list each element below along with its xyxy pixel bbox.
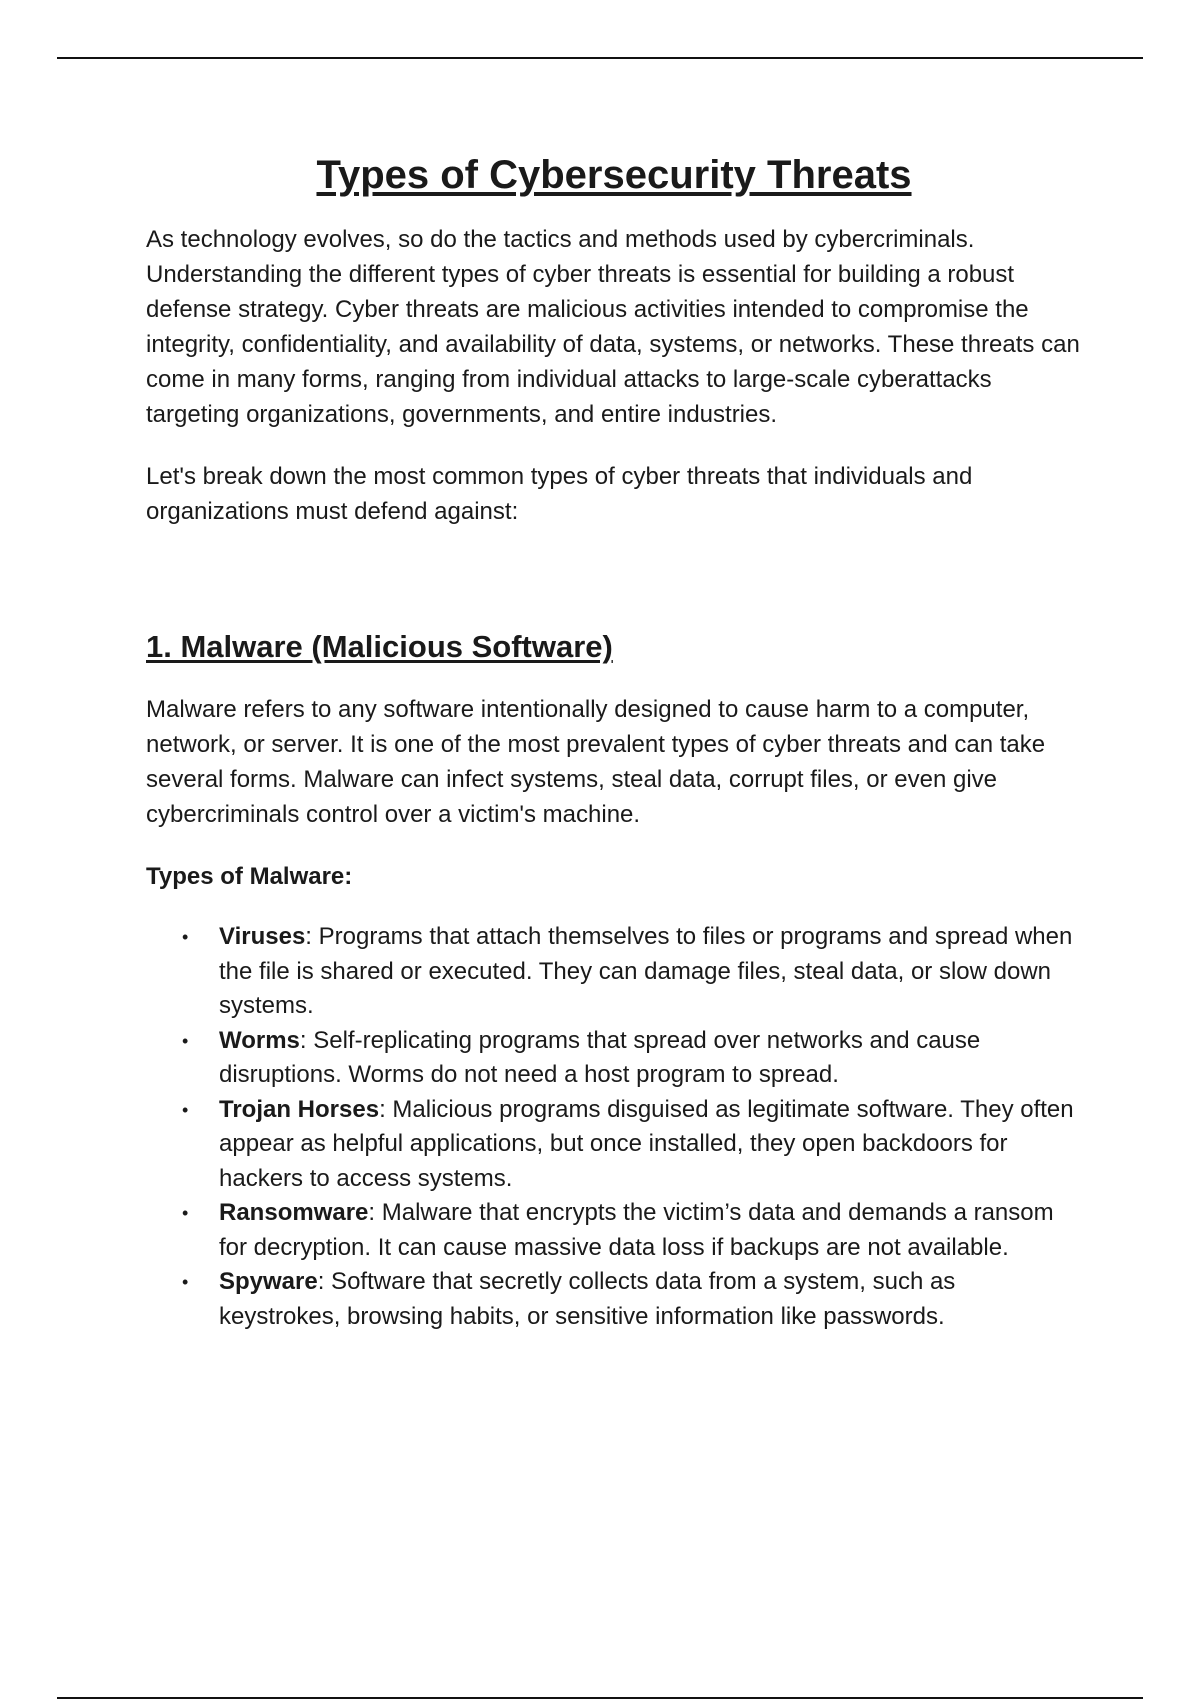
list-item (146, 1196, 1082, 1265)
list-item-description: : Self-replicating programs that spread over networks and cause disruptions. Worms do not need a host program to spread. (219, 1026, 981, 1088)
list-item-term: Worms (219, 1026, 300, 1054)
bullet-icon: • (182, 1272, 189, 1292)
section-heading-malware: 1. Malware (Malicious Software) (146, 629, 613, 664)
bullet-icon: • (182, 1030, 189, 1051)
list-item-term: Spyware (219, 1268, 318, 1295)
top-rule (57, 57, 1143, 59)
list-item-term: Trojan Horses (219, 1095, 380, 1123)
list-item-term: Ransomware (219, 1199, 369, 1226)
document-title: Types of Cybersecurity Threats (316, 153, 912, 197)
list-item (146, 1093, 1082, 1197)
list-item-description: : Software that secretly collects data from a system, such as keystrokes, browsing habits, or sensitive information like passwords. (219, 1268, 956, 1330)
list-item (146, 1024, 1082, 1093)
malware-description: Malware refers to any software intentionally designed to cause harm to a computer, network, or server. It is one of the most prevalent types of cyber threats and can take several forms. Malware can infect systems, steal data, corrupt files, or even give cybercriminals control over a victim's machine. (146, 696, 1046, 828)
types-of-malware-subheading: Types of Malware: (146, 863, 353, 890)
list-item (146, 920, 1082, 1024)
list-item-description: : Malicious programs disguised as legitimate software. They often appear as helpful applications, but once installed, they open backdoors for hackers to access systems. (219, 1095, 1074, 1192)
bullet-icon: • (182, 927, 189, 947)
list-item-description: : Programs that attach themselves to files or programs and spread when the file is shared or executed. They can damage files, steal data, or slow down systems. (219, 923, 1073, 1019)
lead-paragraph: Let's break down the most common types of cyber threats that individuals and organizations must defend against: (146, 463, 973, 525)
malware-types-list (146, 920, 1082, 1334)
bullet-icon: • (182, 1203, 189, 1223)
document-body (146, 146, 1082, 1334)
intro-paragraph: As technology evolves, so do the tactics and methods used by cybercriminals. Understanding the different types of cyber threats is essential for building a robust defense strategy. Cyber threats are malicious activities intended to compromise the integrity, confidentiality, and availability of data, systems, or networks. These threats can come in many forms, ranging from individual attacks to large-scale cyberattacks targeting organizations, governments, and entire industries. (146, 226, 1080, 428)
list-item-description: : Malware that encrypts the victim’s data and demands a ransom for decryption. It can cause massive data loss if backups are not available. (219, 1199, 1054, 1261)
bullet-icon: • (182, 1099, 189, 1120)
list-item (146, 1265, 1082, 1334)
bottom-rule (57, 1697, 1143, 1699)
list-item-term: Viruses (219, 923, 306, 950)
